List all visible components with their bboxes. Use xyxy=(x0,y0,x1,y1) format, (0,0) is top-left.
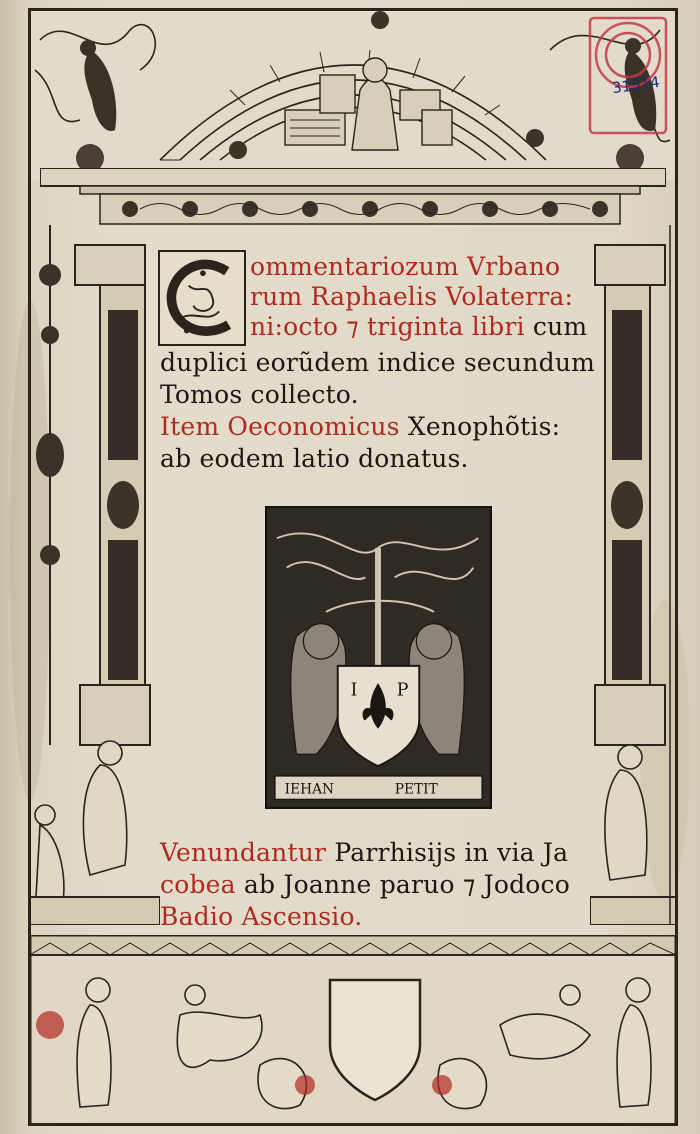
imprint-black-1: Parrhisijs in via Ja xyxy=(334,838,569,867)
page-frame xyxy=(28,8,678,1126)
shelf-number: 31514 xyxy=(610,72,661,98)
imprint-line-3: Badio Ascensio. xyxy=(160,902,363,931)
title-line-5: Tomos collecto. xyxy=(160,380,359,409)
imprint-red-1: Venundantur xyxy=(160,838,327,867)
title-line-3-black: cum xyxy=(532,312,588,341)
title-line-4: duplici eorũdem indice secundum xyxy=(160,348,596,377)
title-line-1: ommentariozum Vrbano xyxy=(250,252,561,281)
item-line-red: Item Oeconomicus xyxy=(160,412,400,441)
item-line-black: Xenophõtis: xyxy=(407,412,561,441)
printer-mark-initial-right: P xyxy=(396,680,409,701)
title-line-2: rum Raphaelis Volaterra: xyxy=(250,282,574,311)
printer-mark-label-right: PETIT xyxy=(394,781,438,798)
item-line-2: ab eodem latio donatus. xyxy=(160,444,469,473)
imprint-black-2: ab Joanne paruo ⁊ Jodoco xyxy=(243,870,571,899)
printer-mark-initial-left: I xyxy=(350,680,358,701)
title-line-3-red: ni:octo ⁊ triginta libri xyxy=(250,312,525,341)
printer-mark-label-left: IEHAN xyxy=(284,781,335,798)
imprint-red-2: cobea xyxy=(160,870,236,899)
